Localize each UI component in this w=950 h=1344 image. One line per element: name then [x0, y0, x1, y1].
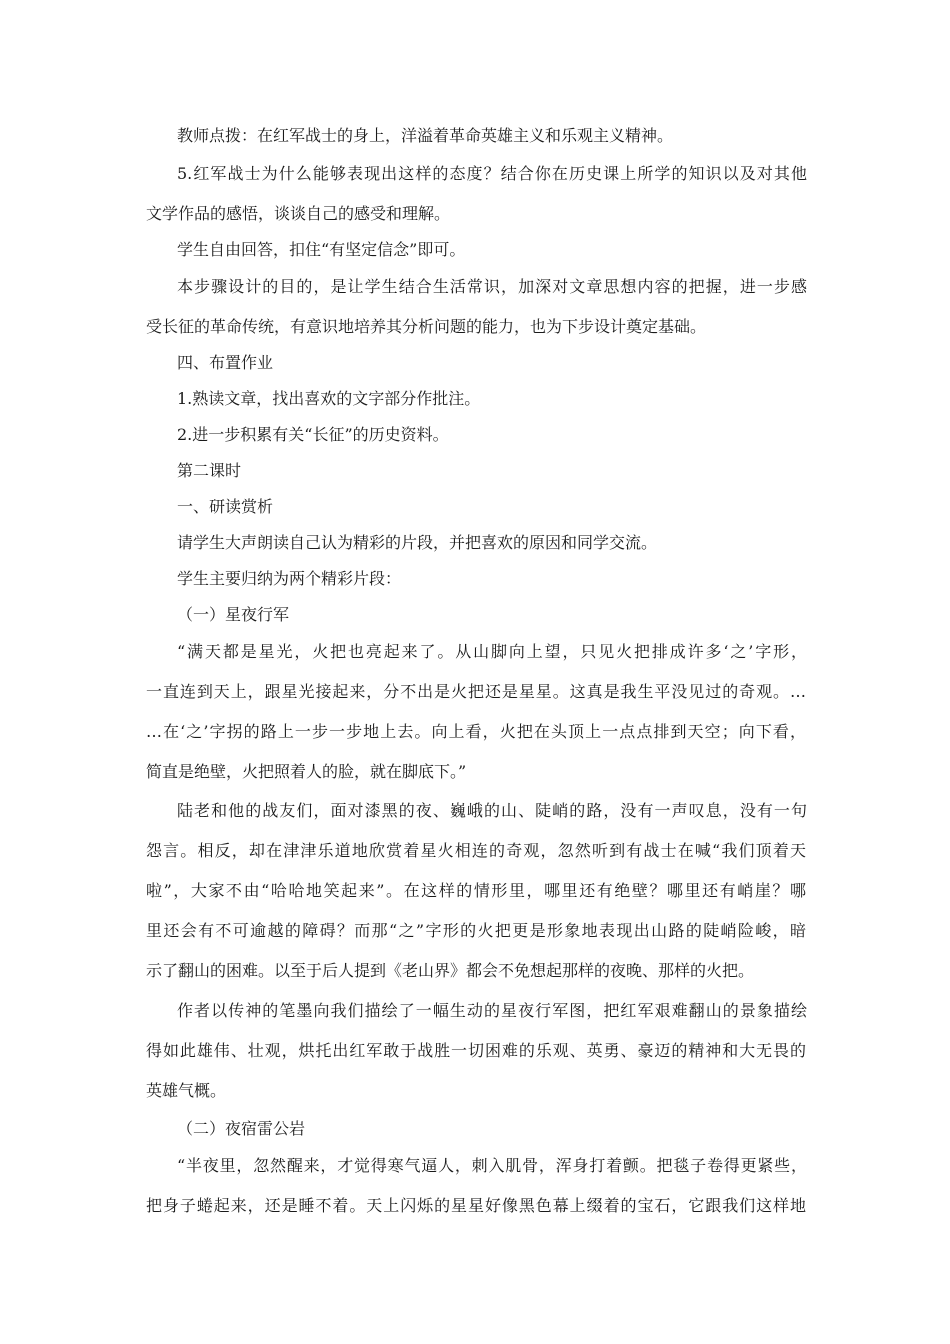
design-purpose-line-2: 受长征的革命传统，有意识地培养其分析问题的能力，也为下步设计奠定基础。: [146, 317, 707, 336]
analysis-1-line-3: 啦”，大家不由“哈哈地笑起来”。在这样的情形里，哪里还有绝壁？哪里还有峭崖？哪: [146, 881, 806, 900]
quote-1-line-4: 简直是绝壁，火把照着人的脸，就在脚底下。”: [146, 762, 467, 781]
student-answer-line: 学生自由回答，扣住“有坚定信念”即可。: [177, 240, 466, 259]
homework-item-1: 1.熟读文章，找出喜欢的文字部分作批注。: [177, 389, 481, 408]
summary-intro: 学生主要归纳为两个精彩片段：: [177, 569, 402, 588]
question-5-line-2: 文学作品的感悟，谈谈自己的感受和理解。: [146, 204, 451, 223]
quote-2-line-2: 把身子蜷起来，还是睡不着。天上闪烁的星星好像黑色幕上缀着的宝石，它跟我们这样地: [146, 1196, 806, 1215]
question-5-line-1: 5.红军战士为什么能够表现出这样的态度？结合你在历史课上所学的知识以及对其他: [177, 164, 807, 183]
section-heading-homework: 四、布置作业: [177, 353, 274, 372]
analysis-2-line-2: 得如此雄伟、壮观，烘托出红军敢于战胜一切困难的乐观、英勇、豪迈的精神和大无畏的: [146, 1041, 806, 1060]
design-purpose-line-1: 本步骤设计的目的，是让学生结合生活常识，加深对文章思想内容的把握，进一步感: [177, 277, 807, 296]
quote-1-line-2: 一直连到天上，跟星光接起来，分不出是火把还是星星。这真是我生平没见过的奇观。…: [146, 682, 806, 701]
quote-1-line-1: “满天都是星光，火把也亮起来了。从山脚向上望，只见火把排成许多‘之’字形，: [177, 642, 807, 661]
analysis-1-line-5: 示了翻山的困难。以至于后人提到《老山界》都会不免想起那样的夜晚、那样的火把。: [146, 961, 755, 980]
analysis-1-line-4: 里还会有不可逾越的障碍？而那“之”字形的火把更是形象地表现出山路的陡峭险峻，暗: [146, 921, 806, 940]
reading-instruction: 请学生大声朗读自己认为精彩的片段，并把喜欢的原因和同学交流。: [177, 533, 658, 552]
subheading-leigongyan: （二）夜宿雷公岩: [177, 1119, 306, 1138]
subheading-night-march: （一）星夜行军: [177, 605, 290, 624]
analysis-1-line-1: 陆老和他的战友们，面对漆黑的夜、巍峨的山、陡峭的路，没有一声叹息，没有一句: [177, 801, 807, 820]
analysis-2-line-3: 英雄气概。: [146, 1081, 227, 1100]
quote-1-line-3: …在‘之’字拐的路上一步一步地上去。向上看，火把在头顶上一点点排到天空；向下看，: [146, 722, 806, 741]
lesson-heading-second: 第二课时: [177, 461, 242, 480]
section-heading-reading: 一、研读赏析: [177, 497, 274, 516]
analysis-1-line-2: 怨言。相反，却在津津乐道地欣赏着星火相连的奇观，忽然听到有战士在喊“我们顶着天: [146, 841, 806, 860]
quote-2-line-1: “半夜里，忽然醒来，才觉得寒气逼人，刺入肌骨，浑身打着颤。把毯子卷得更紧些，: [177, 1156, 807, 1175]
paragraph-teacher-hint: 教师点拨：在红军战士的身上，洋溢着革命英雄主义和乐观主义精神。: [177, 126, 674, 145]
analysis-2-line-1: 作者以传神的笔墨向我们描绘了一幅生动的星夜行军图，把红军艰难翻山的景象描绘: [177, 1001, 807, 1020]
homework-item-2: 2.进一步积累有关“长征”的历史资料。: [177, 425, 449, 444]
